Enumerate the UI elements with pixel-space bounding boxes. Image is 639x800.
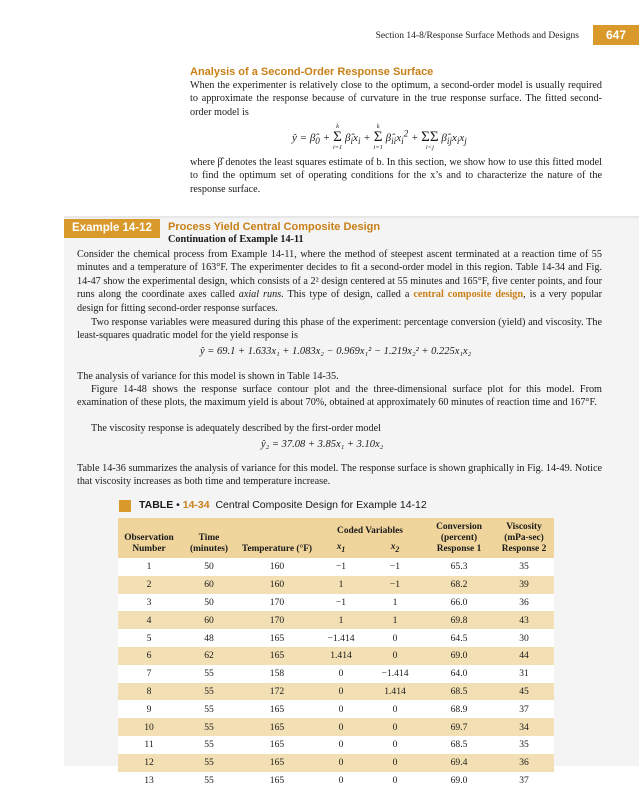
table-cell: 0 [316, 736, 366, 754]
table-cell: 0 [366, 700, 424, 718]
table-cell: 65.3 [424, 558, 494, 576]
table-cell: 0 [316, 700, 366, 718]
table-cell: 7 [118, 665, 180, 683]
table-cell: −1 [316, 594, 366, 612]
table-row [118, 629, 554, 647]
table-cell: 69.7 [424, 718, 494, 736]
table-cell: 55 [180, 683, 238, 701]
table-cell: 1 [366, 594, 424, 612]
table-row [118, 736, 554, 754]
table-cell: 66.0 [424, 594, 494, 612]
table-row [118, 754, 554, 772]
table-cell: 4 [118, 611, 180, 629]
example-label: Example 14-12 [64, 219, 160, 238]
header-temperature: Temperature (°F) [238, 518, 316, 558]
table-cell: 48 [180, 629, 238, 647]
section-heading: Analysis of a Second-Order Response Surface [190, 66, 434, 78]
table-cell: 165 [238, 629, 316, 647]
table-cell: 165 [238, 736, 316, 754]
yield-model-equation: ŷ = 69.1 + 1.633x₁ + 1.083x₂ − 0.969x₁² − 1.219x₂² + 0.225x₁x₂ [200, 346, 472, 357]
table-cell: 1 [366, 611, 424, 629]
header-coded-variables: Coded Variables [316, 518, 424, 537]
table-cell: 0 [366, 629, 424, 647]
table-cell: 43 [494, 611, 554, 629]
table-cell: 13 [118, 772, 180, 790]
table-cell: 69.8 [424, 611, 494, 629]
table-row [118, 772, 554, 790]
table-cell: 165 [238, 700, 316, 718]
table-cell: 60 [180, 611, 238, 629]
table-cell: 11 [118, 736, 180, 754]
table-cell: 0 [316, 772, 366, 790]
table-cell: 35 [494, 736, 554, 754]
table-cell: 68.9 [424, 700, 494, 718]
example-paragraph-3: The analysis of variance for this model is shown in Table 14-35. [77, 371, 339, 382]
table-cell: 37 [494, 772, 554, 790]
table-cell: −1 [316, 558, 366, 576]
table-cell: 165 [238, 772, 316, 790]
table-cell: 44 [494, 647, 554, 665]
example-paragraph-6: Table 14-36 summarizes the analysis of variance for this model. The response surface is shown graphically in Fig. 14-49. Notice that viscosity increases as both time and temperature increase. [77, 463, 602, 488]
table-cell: 6 [118, 647, 180, 665]
table-cell: 37 [494, 700, 554, 718]
table-cell: 55 [180, 736, 238, 754]
table-cell: 31 [494, 665, 554, 683]
header-time: Time (minutes) [180, 518, 238, 558]
table-cell: 68.5 [424, 736, 494, 754]
table-cell: 10 [118, 718, 180, 736]
table-cell: 36 [494, 594, 554, 612]
table-cell: 0 [366, 647, 424, 665]
table-cell: 0 [316, 754, 366, 772]
table-cell: 0 [316, 718, 366, 736]
table-cell: 69.0 [424, 647, 494, 665]
table-cell: 1 [316, 576, 366, 594]
table-cell: 55 [180, 772, 238, 790]
table-cell: 69.0 [424, 772, 494, 790]
term-central-composite-design: central composite design [413, 289, 524, 301]
table-cell: 39 [494, 576, 554, 594]
table-row [118, 576, 554, 594]
table-cell: 55 [180, 665, 238, 683]
table-cell: 9 [118, 700, 180, 718]
table-cell: 68.5 [424, 683, 494, 701]
viscosity-model-equation: ŷ₂ = 37.08 + 3.85x₁ + 3.10x₂ [261, 439, 384, 450]
header-x1: $x_1$ [316, 537, 366, 558]
second-order-model-equation: ŷ = $\betâ_0$ + k Σ i=1 $\betâ_ix_i$ + k Σ i=1 $\betâ_{ii}x_i^2$ + ΣΣ i<j $\betâ_{ij}x_ix_j$ [292, 123, 467, 151]
header-x2: $x_2$ [366, 537, 424, 558]
table-cell: 5 [118, 629, 180, 647]
table-cell: 45 [494, 683, 554, 701]
table-cell: 0 [366, 754, 424, 772]
example-paragraph-5: The viscosity response is adequately described by the first-order model [91, 423, 381, 434]
table-cell: 160 [238, 576, 316, 594]
table-cell: 0 [316, 665, 366, 683]
table-row [118, 594, 554, 612]
running-head: Section 14-8/Response Surface Methods and Designs [375, 31, 579, 41]
table-cell: 0 [366, 772, 424, 790]
header-observation: Observation Number [118, 518, 180, 558]
table-row [118, 700, 554, 718]
table-cell: −1.414 [366, 665, 424, 683]
table-cell: 34 [494, 718, 554, 736]
table-row [118, 665, 554, 683]
table-cell: 55 [180, 700, 238, 718]
header-viscosity: Viscosity (mPa-sec) Response 2 [494, 518, 554, 558]
table-cell: 0 [366, 736, 424, 754]
example-paragraph-4: Figure 14-48 shows the response surface contour plot and the three-dimensional surface plot for this model. From examination of these plots, the maximum yield is about 70%, obtained at approximately 60 minutes of reaction time and 167°F. [77, 384, 602, 409]
table-cell: 170 [238, 611, 316, 629]
table-cell: 3 [118, 594, 180, 612]
table-cell: 69.4 [424, 754, 494, 772]
table-cell: 50 [180, 558, 238, 576]
table-row [118, 647, 554, 665]
table-cell: 35 [494, 558, 554, 576]
header-conversion: Conversion (percent) Response 1 [424, 518, 494, 558]
table-cell: 2 [118, 576, 180, 594]
table-body [118, 558, 554, 789]
table-caption-marker [119, 500, 131, 512]
table-cell: 170 [238, 594, 316, 612]
table-cell: 160 [238, 558, 316, 576]
table-cell: 36 [494, 754, 554, 772]
table-cell: 12 [118, 754, 180, 772]
table-cell: 55 [180, 718, 238, 736]
table-cell: 172 [238, 683, 316, 701]
table-row [118, 683, 554, 701]
page-number: 647 [593, 25, 639, 45]
table-cell: 165 [238, 754, 316, 772]
table-cell: 55 [180, 754, 238, 772]
table-cell: 64.0 [424, 665, 494, 683]
table-cell: 68.2 [424, 576, 494, 594]
table-header-row [118, 518, 554, 537]
table-cell: 0 [316, 683, 366, 701]
table-cell: 8 [118, 683, 180, 701]
example-paragraph-2: Two response variables were measured during this phase of the experiment: percentage conversion (yield) and viscosity. The least-squares quadratic model for the yield response is [77, 317, 602, 342]
section-paragraph-1: When the experimenter is relatively close to the optimum, a second-order model is usually required to approximate the response because of curvature in the true response surface. The fitted second-order model is [190, 80, 602, 118]
table-cell: 60 [180, 576, 238, 594]
table-cell: 62 [180, 647, 238, 665]
table-row [118, 611, 554, 629]
table-cell: 158 [238, 665, 316, 683]
table-cell: 1 [316, 611, 366, 629]
table-cell: 64.5 [424, 629, 494, 647]
table-cell: 50 [180, 594, 238, 612]
table-caption: TABLE • 14-34 Central Composite Design for Example 14-12 [139, 499, 427, 511]
table-cell: −1.414 [316, 629, 366, 647]
table-cell: −1 [366, 558, 424, 576]
table-row [118, 558, 554, 576]
section-paragraph-2: where β̂ denotes the least squares estimate of b. In this section, we show how to use this fitted model to find the optimum set of operating conditions for the x’s and to characterize the nature of the response surface. [190, 157, 602, 195]
table-cell: 0 [366, 718, 424, 736]
table-cell: 165 [238, 647, 316, 665]
table-cell: 1.414 [366, 683, 424, 701]
design-table [118, 518, 554, 789]
table-cell: −1 [366, 576, 424, 594]
table-cell: 165 [238, 718, 316, 736]
example-subtitle: Continuation of Example 14-11 [168, 234, 304, 245]
example-title: Process Yield Central Composite Design [168, 221, 381, 233]
example-paragraph-1: Consider the chemical process from Example 14-11, where the method of steepest ascent terminated at a reaction time of 55 minutes and a temperature of 163°F. The experimenter decides to fit a second-order model in this region. Table 14-34 and Fig. 14-47 show the experimental design, which consists of a 2² design centered at 55 minutes and 165°F, five center points, and four runs along the coordinate axes called axial runs. This type of design, called a central composite design, is a very popular design for fitting second-order response surfaces. [77, 249, 602, 314]
table-cell: 30 [494, 629, 554, 647]
table-row [118, 718, 554, 736]
table-cell: 1 [118, 558, 180, 576]
table-cell: 1.414 [316, 647, 366, 665]
